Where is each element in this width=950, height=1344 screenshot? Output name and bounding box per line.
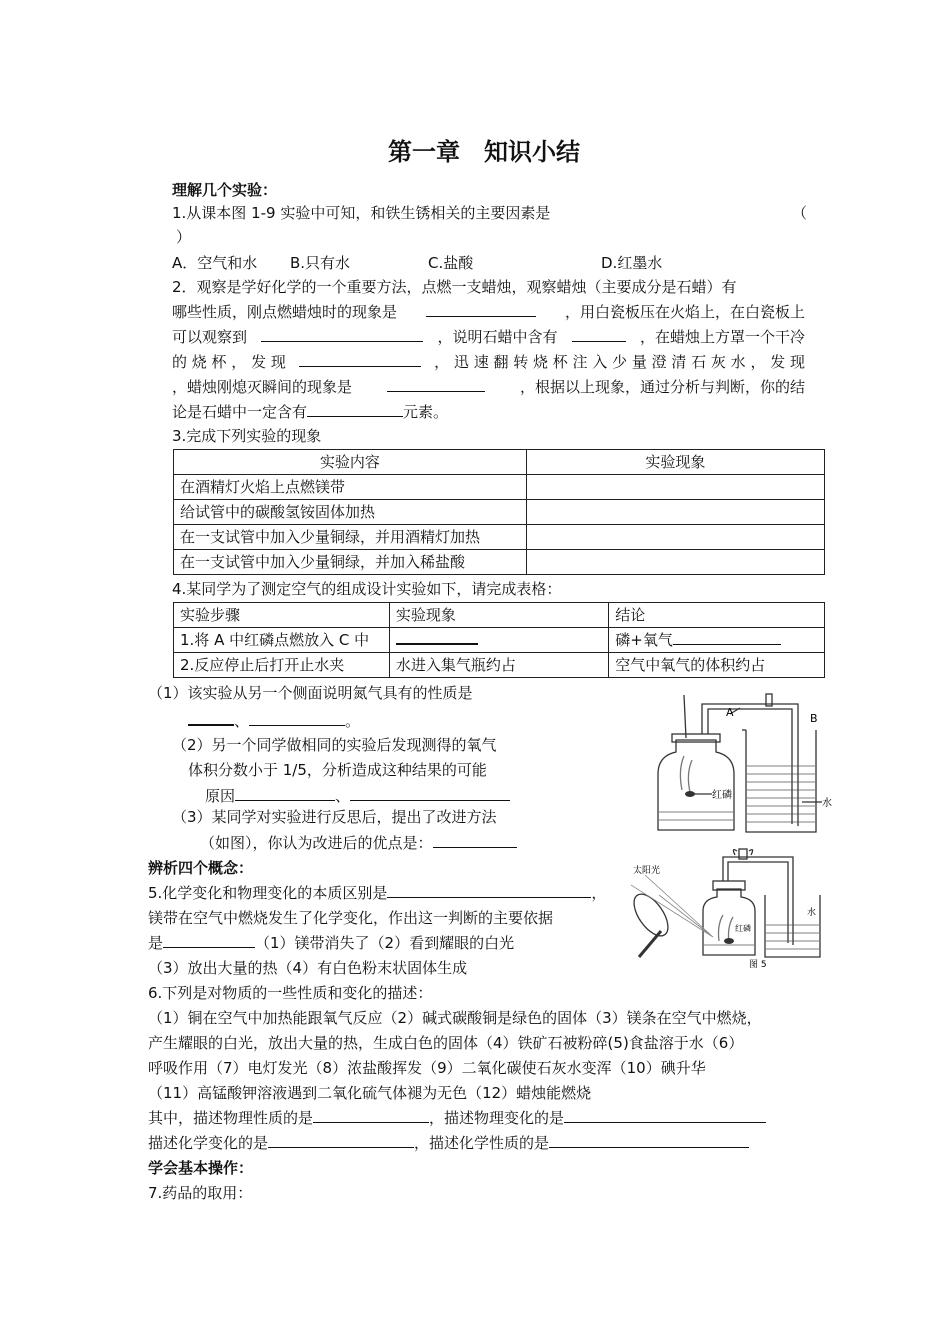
q6-line-2: 产生耀眼的白光，放出大量的热，生成白色的固体（4）铁矿石被粉碎(5)食盐溶于水（6） bbox=[148, 1034, 744, 1052]
answer-blank[interactable] bbox=[249, 711, 345, 726]
q2-text: ，蜡烛刚熄灭瞬间的现象是 bbox=[172, 378, 353, 396]
q2-text: 可以观察到 bbox=[172, 328, 248, 346]
label-a: A bbox=[726, 706, 734, 719]
section-heading-concepts: 辨析四个概念： bbox=[148, 859, 254, 877]
q6-text: 其中，描述物理性质的是 bbox=[148, 1109, 314, 1127]
table-header-cell: 实验现象 bbox=[389, 603, 608, 628]
table-cell: 给试管中的碳酸氢铵固体加热 bbox=[174, 500, 527, 525]
answer-cell[interactable] bbox=[389, 628, 608, 653]
answer-blank[interactable] bbox=[426, 302, 536, 317]
q6-line-4: （11）高锰酸钾溶液遇到二氧化硫气体褪为无色（12）蜡烛能燃烧 bbox=[148, 1084, 592, 1102]
answer-blank[interactable] bbox=[572, 327, 626, 342]
table-cell: 1.将 A 中红磷点燃放入 C 中 bbox=[174, 628, 390, 653]
q6-line-6 bbox=[148, 1133, 749, 1153]
q5-text: （1）镁带消失了（2）看到耀眼的白光 bbox=[255, 934, 515, 952]
q6-line-3: 呼吸作用（7）电灯发光（8）浓盐酸挥发（9）二氧化碳使石灰水变浑（10）碘升华 bbox=[148, 1059, 706, 1077]
answer-blank[interactable] bbox=[261, 327, 423, 342]
q7-stem: 7.药品的取用： bbox=[148, 1184, 253, 1202]
q1-option-a: A．空气和水 bbox=[172, 254, 258, 272]
answer-cell[interactable] bbox=[526, 475, 824, 500]
table-row bbox=[174, 500, 825, 525]
q2-text: 论是石蜡中一定含有 bbox=[172, 403, 308, 421]
q4-text: （如图），你认为改进后的优点是： bbox=[200, 834, 433, 852]
period: 。 bbox=[345, 712, 361, 730]
q2-text: 元素。 bbox=[403, 403, 449, 421]
q1-paren-close: ） bbox=[176, 228, 192, 246]
phosphorus-apparatus-figure bbox=[650, 690, 830, 840]
q2-line-6 bbox=[172, 402, 448, 422]
q6-text: ，描述物理变化的是 bbox=[429, 1109, 565, 1127]
q4-sub-2-line-2: 体积分数小于 1/5，分析造成这种结果的可能 bbox=[188, 761, 487, 779]
answer-blank[interactable] bbox=[549, 1133, 749, 1148]
separator: 、 bbox=[234, 712, 250, 730]
table-row bbox=[174, 550, 825, 575]
table-row bbox=[174, 653, 825, 678]
answer-blank[interactable] bbox=[188, 710, 234, 726]
answer-blank[interactable] bbox=[387, 377, 485, 392]
table-header-row bbox=[174, 603, 825, 628]
table-row bbox=[174, 475, 825, 500]
q1-option-c: C.盐酸 bbox=[428, 254, 474, 272]
sunlight-apparatus-figure bbox=[625, 845, 825, 970]
q5-line-1 bbox=[148, 883, 606, 903]
q2-text: 的 烧 杯 ， 发 现 bbox=[172, 353, 286, 371]
q1-paren-open: （ bbox=[792, 204, 808, 222]
label-b: B bbox=[810, 712, 818, 725]
q2-text: ， 迅 速 翻 转 烧 杯 注 入 少 量 澄 清 石 灰 水 ， 发 现 bbox=[434, 353, 805, 371]
answer-cell[interactable] bbox=[526, 525, 824, 550]
figure-caption: 图 5 bbox=[749, 960, 767, 970]
q1-option-d: D.红墨水 bbox=[601, 254, 663, 272]
table-header-cell: 实验现象 bbox=[526, 450, 824, 475]
answer-blank[interactable] bbox=[313, 1108, 429, 1123]
answer-cell[interactable] bbox=[526, 500, 824, 525]
q2-line-1: 2．观察是学好化学的一个重要方法，点燃一支蜡烛，观察蜡烛（主要成分是石蜡）有 bbox=[172, 278, 737, 296]
q2-text: 哪些性质，刚点燃蜡烛时的现象是 bbox=[172, 303, 398, 321]
q4-sub-2-line-1: （2）另一个同学做相同的实验后发现测得的氧气 bbox=[172, 736, 497, 754]
q2-line-5 bbox=[172, 377, 805, 397]
q4-stem: 4.某同学为了测定空气的组成设计实验如下，请完成表格： bbox=[172, 580, 562, 598]
q3-stem: 3.完成下列实验的现象 bbox=[172, 427, 322, 445]
q6-stem: 6.下列是对物质的一些性质和变化的描述： bbox=[148, 984, 433, 1002]
section-heading-experiments: 理解几个实验： bbox=[172, 181, 278, 199]
q6-text: 描述化学变化的是 bbox=[148, 1134, 269, 1152]
answer-blank[interactable] bbox=[433, 833, 517, 848]
answer-blank[interactable] bbox=[564, 1108, 766, 1123]
q2-line-3 bbox=[172, 327, 805, 347]
q4-sub-3-line-2 bbox=[200, 833, 517, 853]
table-cell bbox=[609, 628, 825, 653]
answer-blank[interactable] bbox=[350, 786, 510, 801]
table-header-cell: 实验步骤 bbox=[174, 603, 390, 628]
q6-line-1: （1）铜在空气中加热能跟氧气反应（2）碱式碳酸铜是绿色的固体（3）镁条在空气中燃烧， bbox=[148, 1009, 762, 1027]
table-cell: 水进入集气瓶约占 bbox=[389, 653, 608, 678]
q2-line-4 bbox=[172, 352, 805, 372]
q5-line-4: （3）放出大量的热（4）有白色粉末状固体生成 bbox=[148, 959, 468, 977]
answer-blank[interactable] bbox=[268, 1133, 414, 1148]
page-title: 第一章 知识小结 bbox=[388, 137, 580, 166]
q5-text: 是 bbox=[148, 934, 164, 952]
q4-text: 原因 bbox=[205, 787, 236, 805]
answer-blank[interactable] bbox=[163, 933, 255, 948]
q1-option-b: B.只有水 bbox=[290, 254, 351, 272]
q2-text: ，根据以上现象，通过分析与判断，你的结 bbox=[519, 378, 805, 396]
answer-blank[interactable] bbox=[673, 630, 781, 645]
label-red-phosphorus: 红磷 bbox=[712, 790, 732, 801]
q2-line-2 bbox=[172, 302, 805, 322]
answer-blank[interactable] bbox=[307, 402, 403, 417]
table-cell: 2.反应停止后打开止水夹 bbox=[174, 653, 390, 678]
q6-text: ，描述化学性质的是 bbox=[414, 1134, 550, 1152]
table-cell: 在一支试管中加入少量铜绿，并用酒精灯加热 bbox=[174, 525, 527, 550]
q4-sub-1-answers bbox=[188, 710, 360, 731]
answer-blank[interactable] bbox=[387, 883, 591, 898]
q2-text: ，用白瓷板压在火焰上，在白瓷板上 bbox=[564, 303, 805, 321]
q4-table bbox=[173, 602, 825, 678]
table-cell: 在酒精灯火焰上点燃镁带 bbox=[174, 475, 527, 500]
table-cell: 空气中氧气的体积约占 bbox=[609, 653, 825, 678]
q4-sub-1: （1）该实验从另一个侧面说明氮气具有的性质是 bbox=[148, 684, 473, 702]
q1-stem: 1.从课本图 1-9 实验中可知，和铁生锈相关的主要因素是 bbox=[172, 204, 551, 222]
table-header-cell: 结论 bbox=[609, 603, 825, 628]
label-water: 水 bbox=[807, 908, 817, 918]
table-header-row bbox=[174, 450, 825, 475]
q5-line-3 bbox=[148, 933, 514, 953]
section-heading-operations: 学会基本操作： bbox=[148, 1159, 254, 1177]
separator: 、 bbox=[335, 787, 351, 805]
q4-sub-3-line-1: （3）某同学对实验进行反思后，提出了改进方法 bbox=[172, 808, 497, 826]
label-red-phosphorus: 红磷 bbox=[735, 924, 751, 933]
q5-line-2: 镁带在空气中燃烧发生了化学变化，作出这一判断的主要依据 bbox=[148, 909, 554, 927]
answer-blank[interactable] bbox=[299, 352, 421, 367]
table-header-cell: 实验内容 bbox=[174, 450, 527, 475]
answer-blank[interactable] bbox=[235, 786, 335, 801]
label-water: 水 bbox=[822, 798, 832, 809]
table-cell: 在一支试管中加入少量铜绿，并加入稀盐酸 bbox=[174, 550, 527, 575]
answer-cell[interactable] bbox=[526, 550, 824, 575]
q4-sub-2-line-3 bbox=[205, 786, 510, 806]
table-row bbox=[174, 525, 825, 550]
q5-text: ， bbox=[591, 884, 607, 902]
label-sunlight: 太阳光 bbox=[633, 866, 661, 876]
q2-text: ，在蜡烛上方罩一个干冷 bbox=[639, 328, 805, 346]
q3-table bbox=[173, 449, 825, 575]
table-row bbox=[174, 628, 825, 653]
q4-text: 磷+氧气 bbox=[615, 631, 673, 649]
answer-blank[interactable] bbox=[396, 629, 478, 645]
q6-line-5 bbox=[148, 1108, 766, 1128]
q5-text: 5.化学变化和物理变化的本质区别是 bbox=[148, 884, 388, 902]
q2-text: ，说明石蜡中含有 bbox=[437, 328, 558, 346]
